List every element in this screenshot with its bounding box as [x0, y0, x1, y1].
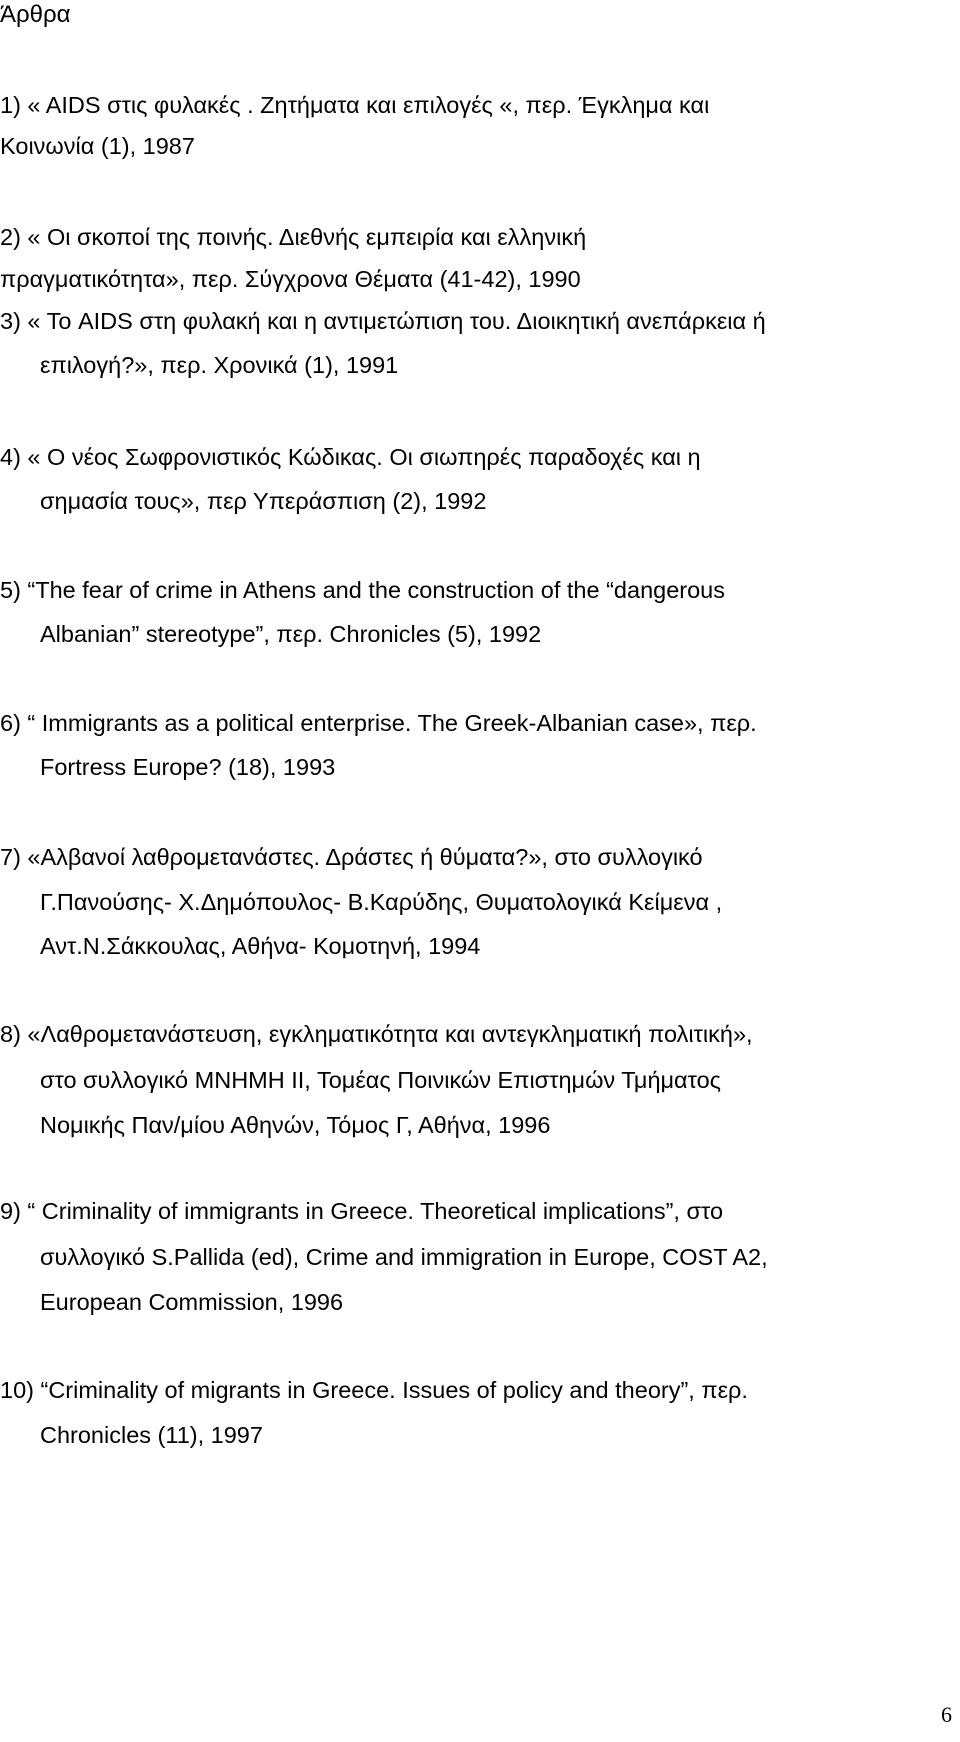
page-number: 6 [941, 1702, 952, 1727]
reference-6-line-1: 6) “ Immigrants as a political enterprise. The Greek-Albanian case», περ. [0, 710, 757, 736]
reference-2-line-1: 2) « Οι σκοποί της ποινής. Διεθνής εμπειρία και ελληνική [0, 224, 587, 250]
reference-9-line-2: συλλογικό S.Pallida (ed), Crime and immigration in Europe, COST A2, [40, 1244, 768, 1270]
reference-9-line-1: 9) “ Criminality of immigrants in Greece. Theoretical implications”, στο [0, 1198, 724, 1224]
reference-8-line-3: Νομικής Παν/μίου Αθηνών, Τόμος Γ, Αθήνα, 1996 [40, 1112, 551, 1138]
reference-4-line-1: 4) « Ο νέος Σωφρονιστικός Κώδικας. Οι σιωπηρές παραδοχές και η [0, 444, 701, 470]
reference-3-line-1: 3) « Το AIDS στη φυλακή και η αντιμετώπιση του. Διοικητική ανεπάρκεια ή [0, 308, 766, 334]
reference-5-line-2: Albanian” stereotype”, περ. Chronicles (5), 1992 [40, 621, 542, 647]
reference-3-line-2: επιλογή?», περ. Χρονικά (1), 1991 [40, 352, 399, 378]
reference-8-line-2: στο συλλογικό ΜΝΗΜΗ ΙΙ, Τομέας Ποινικών Επιστημών Τμήματος [40, 1067, 721, 1093]
reference-2-line-2: πραγματικότητα», περ. Σύγχρονα Θέματα (41-42), 1990 [0, 266, 581, 292]
reference-1-line-2: Κοινωνία (1), 1987 [0, 133, 195, 159]
heading: Άρθρα [0, 1, 71, 28]
reference-4-line-2: σημασία τους», περ Υπεράσπιση (2), 1992 [40, 488, 487, 514]
reference-1-line-1: 1) « AIDS στις φυλακές . Ζητήματα και επιλογές «, περ. Έγκλημα και [0, 92, 710, 118]
reference-10-line-1: 10) “Criminality of migrants in Greece. Issues of policy and theory”, περ. [0, 1377, 748, 1403]
reference-7-line-1: 7) «Αλβανοί λαθρομετανάστες. Δράστες ή θύματα?», στο συλλογικό [0, 844, 703, 870]
reference-7-line-2: Γ.Πανούσης- Χ.Δημόπουλος- Β.Καρύδης, Θυματολογικά Κείμενα , [40, 889, 723, 915]
reference-5-line-1: 5) “The fear of crime in Athens and the construction of the “dangerous [0, 577, 725, 603]
reference-10-line-2: Chronicles (11), 1997 [40, 1422, 263, 1448]
reference-8-line-1: 8) «Λαθρομετανάστευση, εγκληματικότητα και αντεγκληματική πολιτική», [0, 1021, 753, 1047]
reference-7-line-3: Αντ.Ν.Σάκκουλας, Αθήνα- Κομοτηνή, 1994 [40, 933, 481, 959]
reference-9-line-3: European Commission, 1996 [40, 1289, 344, 1315]
reference-6-line-2: Fortress Europe? (18), 1993 [40, 754, 336, 780]
